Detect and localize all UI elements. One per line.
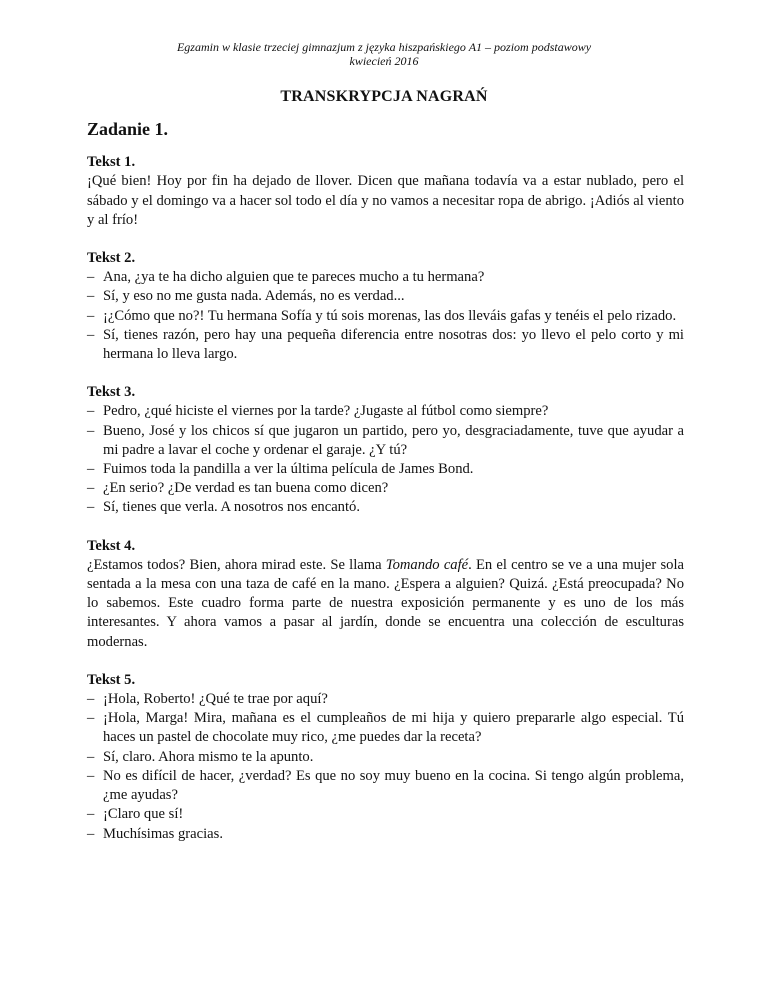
dash-marker: –: [87, 499, 95, 516]
dialogue-text: ¡Hola, Marga! Mira, mañana es el cumpleaños de mi hija y quiero prepararle algo especial. Tú haces un pastel de chocolate muy rico, ¿me puedes dar la receta?: [103, 710, 684, 746]
dialogue-line: [87, 748, 684, 767]
dialogue-list: [87, 402, 684, 517]
dialogue-line: [87, 690, 684, 709]
dialogue-text: ¿En serio? ¿De verdad es tan buena como dicen?: [103, 480, 389, 497]
dash-marker: –: [87, 767, 95, 784]
paragraph-text: ¿Estamos todos? Bien, ahora mirad este. Se llama: [87, 556, 386, 573]
dialogue-line: [87, 479, 684, 498]
dialogue-line: [87, 326, 684, 364]
dialogue-text: ¡Claro que sí!: [103, 806, 184, 823]
dialogue-text: Fuimos toda la pandilla a ver la última película de James Bond.: [103, 461, 474, 478]
section-heading: Tekst 4.: [87, 537, 136, 554]
dialogue-text: Bueno, José y los chicos sí que jugaron un partido, pero yo, desgraciadamente, tuve que ayudar a mi padre a lavar el coche y ordenar el garaje. ¿Y tú?: [103, 422, 684, 458]
text-section-1: [87, 153, 684, 230]
dialogue-text: Muchísimas gracias.: [103, 825, 223, 842]
dialogue-text: Sí, tienes razón, pero hay una pequeña diferencia entre nosotras dos: yo llevo el pelo corto y mi hermana lo lleva largo.: [103, 326, 684, 363]
monologue-paragraph: [87, 556, 684, 652]
dash-marker: –: [87, 825, 95, 842]
dialogue-text: ¡Hola, Roberto! ¿Qué te trae por aquí?: [103, 691, 328, 708]
dash-marker: –: [87, 691, 95, 708]
dialogue-text: Pedro, ¿qué hiciste el viernes por la tarde? ¿Jugaste al fútbol como siempre?: [103, 403, 549, 420]
dash-marker: –: [87, 806, 95, 823]
dash-marker: –: [87, 710, 95, 727]
text-section-4: [87, 537, 684, 652]
dialogue-list: [87, 690, 684, 844]
page-header: [0, 40, 768, 68]
dialogue-line: [87, 307, 684, 326]
section-heading: Tekst 5.: [87, 671, 136, 688]
dialogue-line: [87, 422, 684, 460]
dash-marker: –: [87, 422, 95, 439]
dialogue-line: [87, 767, 684, 805]
dash-marker: –: [87, 748, 95, 765]
monologue-paragraph: ¡Qué bien! Hoy por fin ha dejado de llover. Dicen que mañana todavía va a estar nublado, pero el sábado y el domingo va a hacer sol todo el día y no vamos a necesitar ropa de abrigo. ¡Adiós al viento y al frío!: [87, 173, 684, 228]
dash-marker: –: [87, 288, 95, 305]
text-section-5: [87, 671, 684, 844]
document-title: TRANSKRYPCJA NAGRAŃ: [280, 88, 488, 105]
dash-marker: –: [87, 461, 95, 478]
text-section-2: [87, 249, 684, 364]
dialogue-text: ¡¿Cómo que no?! Tu hermana Sofía y tú sois morenas, las dos lleváis gafas y tenéis el pelo rizado.: [103, 307, 677, 324]
dialogue-text: Sí, tienes que verla. A nosotros nos encantó.: [103, 499, 360, 516]
dash-marker: –: [87, 403, 95, 420]
dash-marker: –: [87, 307, 95, 324]
dialogue-line: [87, 498, 684, 517]
dialogue-list: [87, 268, 684, 364]
dialogue-line: [87, 287, 684, 306]
dialogue-line: [87, 460, 684, 479]
dialogue-text: Ana, ¿ya te ha dicho alguien que te pareces mucho a tu hermana?: [103, 269, 485, 286]
dialogue-text: Sí, claro. Ahora mismo te la apunto.: [103, 748, 314, 765]
dialogue-line: [87, 268, 684, 287]
dialogue-text: No es difícil de hacer, ¿verdad? Es que no soy muy bueno en la cocina. Si tengo algún problema, ¿me ayudas?: [103, 767, 684, 804]
dash-marker: –: [87, 480, 95, 497]
header-date: kwiecień 2016: [349, 54, 419, 68]
dialogue-line: [87, 825, 684, 844]
dialogue-line: [87, 805, 684, 824]
header-exam-name: Egzamin w klasie trzeciej gimnazjum z języka hiszpańskiego A1 – poziom podstawowy: [176, 40, 592, 54]
text-section-3: [87, 383, 684, 517]
paragraph-text: . En el centro se ve a una mujer sola sentada a la mesa con una taza de café en la mano. ¿Espera a alguien? Quizá. ¿Está preocupada? No lo sabemos. Este cuadro forma parte de nuestra exposición permanente y es uno de los más interesantes. Y ahora vamos a pasar al jardín, donde se encuentra una colección de esculturas modernas.: [87, 556, 684, 650]
painting-title: Tomando café: [385, 556, 469, 573]
dialogue-line: [87, 402, 684, 421]
dash-marker: –: [87, 269, 95, 286]
dash-marker: –: [87, 326, 95, 343]
section-heading: Tekst 3.: [87, 384, 136, 401]
task-heading: Zadanie 1.: [87, 119, 169, 139]
dialogue-text: Sí, y eso no me gusta nada. Además, no es verdad...: [103, 288, 405, 305]
section-heading: Tekst 2.: [87, 250, 136, 267]
document-content: [87, 120, 684, 863]
dialogue-line: [87, 709, 684, 747]
section-heading: Tekst 1.: [87, 154, 136, 171]
